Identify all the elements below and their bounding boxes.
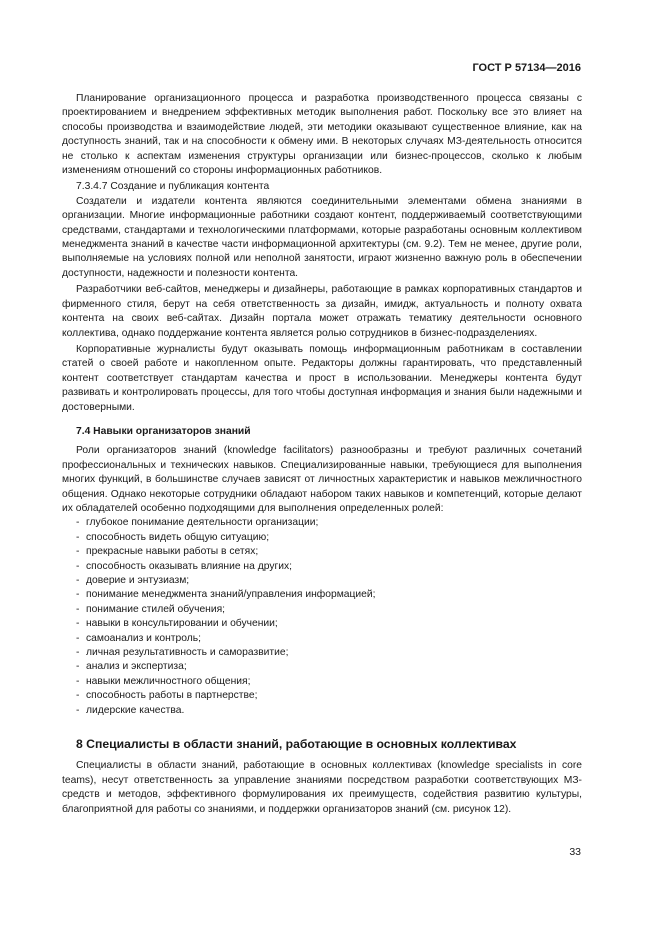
list-item-text: навыки межличностного общения;: [86, 675, 251, 687]
list-item: [76, 704, 582, 718]
page-content: [62, 92, 582, 817]
paragraph: Корпоративные журналисты будут оказывать помощь информационным работникам в составлении статей о своей работе и накопленном опыте. Редакторы должны гарантировать, что представленный контент соответствует стандартам качества и прост в использовании. Менеджеры контента будут развивать и контролировать процессы, для того чтобы доступная информация и знания были надежными и достоверными.: [62, 343, 582, 413]
list-dash: -: [76, 546, 80, 558]
subsection-heading-7-3-4-7: 7.3.4.7 Создание и публикация контента: [76, 181, 270, 193]
list-dash: -: [76, 589, 80, 601]
list-item-text: лидерские качества.: [86, 704, 185, 716]
list-item-text: навыки в консультировании и обучении;: [86, 618, 278, 630]
list-dash: -: [76, 603, 80, 615]
list-dash: -: [76, 661, 80, 673]
paragraph: Роли организаторов знаний (knowledge facilitators) разнообразны и требуют различных сочетаний профессиональных и технических навыков. Специализированные навыки, требующиеся для выполнения многих функций, в большинстве случаев зависят от личностных характеристик и навыков межличностного общения. Однако некоторые сотрудники обладают набором таких навыков и компетенций, которые делают их обладателей особенно подходящими для выполнения определенных ролей:: [62, 445, 582, 514]
paragraph: Планирование организационного процесса и разработка производственного процесса связаны с проектированием и внедрением эффективных методик выполнения работ. Поскольку все это влияет на способы производства и взаимодействие людей, эти методики оказывают существенное влияние, как на доступность знаний, так и на способности к обмену ими. В некоторых случаях МЗ-деятельность относится не столько к аспектам изменения структуры организации или бизнес-процессов, сколько к любым изменениям отношений со стороны информационных работников.: [62, 93, 582, 177]
list-item: [76, 531, 582, 545]
list-item: [76, 574, 582, 588]
list-item-text: самоанализ и контроль;: [86, 632, 201, 644]
list-item: [76, 545, 582, 559]
list-dash: -: [76, 517, 80, 529]
page-number: 33: [569, 846, 581, 858]
list-item: [76, 646, 582, 660]
list-dash: -: [76, 704, 80, 716]
list-item: [76, 660, 582, 674]
list-item-text: анализ и экспертиза;: [86, 661, 187, 673]
list-dash: -: [76, 632, 80, 644]
list-dash: -: [76, 618, 80, 630]
list-item-text: прекрасные навыки работы в сетях;: [86, 546, 259, 558]
document-header: ГОСТ Р 57134—2016: [472, 62, 581, 74]
list-item: [76, 516, 582, 530]
list-dash: -: [76, 560, 80, 572]
list-item-text: способность видеть общую ситуацию;: [86, 531, 270, 543]
list-item-text: способность работы в партнерстве;: [86, 690, 258, 702]
list-dash: -: [76, 675, 80, 687]
list-dash: -: [76, 575, 80, 586]
list-dash: -: [76, 690, 80, 702]
paragraph: Разработчики веб-сайтов, менеджеры и дизайнеры, работающие в рамках корпоративных стандартов и фирменного стиля, берут на себя ответственность за дизайн, имидж, актуальность и полноту охвата контента на своих веб-сайтах. Дизайн портала может отражать тематику деятельности основного коллектива, однако поддержание контента является ролью сотрудников в бизнес-подразделениях.: [62, 284, 582, 339]
paragraph: Специалисты в области знаний, работающие в основных коллективах (knowledge specialists in core teams), несут ответственность за управление знаниями посредством разработки соответствующих МЗ-средств и методов, эффективного формулирования их преимуществ, содействия развитию культуры, благоприятной для работы со знаниями, и поддержки организаторов знаний (см. рисунок 12).: [62, 760, 582, 815]
list-item: [76, 560, 582, 574]
list-item-text: способность оказывать влияние на других;: [86, 560, 292, 572]
list-item-text: доверие и энтузиазм;: [86, 575, 190, 586]
list-item-text: понимание стилей обучения;: [86, 603, 226, 615]
skills-list: [62, 516, 582, 718]
list-item-text: понимание менеджмента знаний/управления информацией;: [86, 589, 376, 601]
section-heading-8: 8 Специалисты в области знаний, работающие в основных коллективах: [76, 737, 517, 752]
paragraph: Создатели и издатели контента являются соединительными элементами обмена знаниями в организации. Многие информационные работники создают контент, поддерживаемый соответствующими средствами, стандартами и технологическими платформами, которые разработаны основным коллективом менеджмента знаний в качестве части информационной архитектуры (см. 9.2). Тем не менее, другие роли, выполняемые на условиях полной или неполной занятости, играют жизненно важную роль в обеспечении доступности, надежности и полезности контента.: [62, 195, 582, 279]
list-item-text: глубокое понимание деятельности организации;: [86, 517, 319, 529]
list-item: [76, 632, 582, 646]
list-item-text: личная результативность и саморазвитие;: [86, 647, 289, 659]
list-item: [76, 588, 582, 602]
section-heading-7-4: 7.4 Навыки организаторов знаний: [76, 425, 251, 437]
list-item: [76, 603, 582, 617]
list-dash: -: [76, 647, 80, 659]
list-item: [76, 617, 582, 631]
list-item: [76, 675, 582, 689]
list-item: [76, 689, 582, 703]
list-dash: -: [76, 531, 80, 543]
